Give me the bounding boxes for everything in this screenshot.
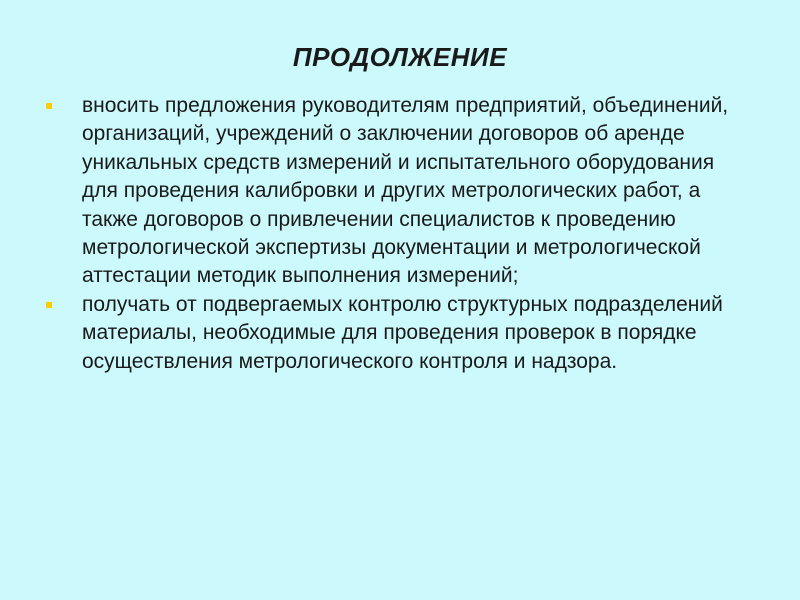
bullet-item	[46, 291, 746, 376]
bullet-item	[46, 92, 746, 291]
bullet-list	[46, 92, 746, 376]
bullet-text: вносить предложения руководителям предприятий, объединений, организаций, учреждений о заключении договоров об аренде уникальных средств измерений и испытательного оборудования для проведения калибровки и других метрологических работ, а также договоров о привлечении специалистов к проведению метрологической экспертизы документации и метрологической аттестации методик выполнения измерений;	[82, 94, 729, 288]
square-bullet-icon	[46, 302, 52, 308]
slide-title: ПРОДОЛЖЕНИЕ	[292, 42, 508, 72]
square-bullet-icon	[46, 103, 52, 109]
bullet-text: получать от подвергаемых контролю структурных подразделений материалы, необходимые для проведения проверок в порядке осуществления метрологического контроля и надзора.	[82, 292, 723, 373]
